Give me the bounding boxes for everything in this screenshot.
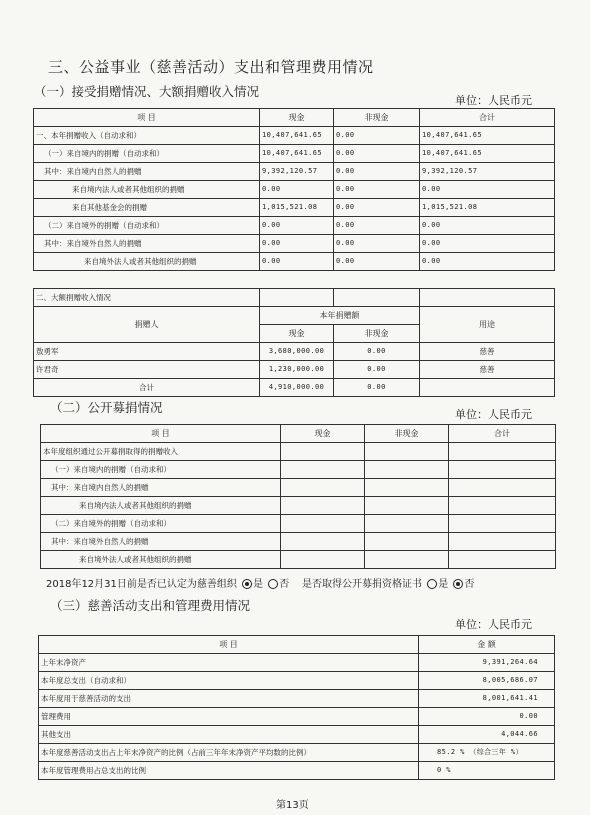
noncash-value: 0.00 bbox=[334, 343, 420, 361]
noncash-value: 0.00 bbox=[334, 127, 420, 145]
row-label: （二）来自境外的捐赠（自动求和） bbox=[34, 217, 260, 235]
row-label: 来自境内法人或者其他组织的捐赠 bbox=[41, 497, 281, 515]
cash-value: 10,407,641.65 bbox=[260, 145, 334, 163]
cash-value: 0.00 bbox=[260, 217, 334, 235]
row-label: 本年度组织通过公开募捐取得的捐赠收入 bbox=[41, 443, 281, 461]
table-row bbox=[34, 145, 555, 163]
row-label: （二）来自境外的捐赠（自动求和） bbox=[41, 515, 281, 533]
col-header-donor: 捐赠人 bbox=[34, 307, 260, 343]
donor-name: 许君奇 bbox=[34, 361, 260, 379]
public-fundraising-table bbox=[40, 424, 556, 569]
amount-value: 4,044.66 bbox=[419, 726, 555, 744]
table-row bbox=[34, 253, 555, 271]
noncash-value: 0.00 bbox=[334, 145, 420, 163]
table-row bbox=[39, 672, 555, 690]
radio-selected-icon[interactable] bbox=[242, 579, 252, 589]
table-row bbox=[39, 654, 555, 672]
col-header-cash: 现金 bbox=[260, 109, 334, 127]
cash-value: 0.00 bbox=[260, 181, 334, 199]
col-header-amount: 本年捐赠额 bbox=[260, 307, 420, 325]
total-value: 9,392,120.57 bbox=[420, 163, 555, 181]
option-no: 否 bbox=[464, 579, 475, 590]
table-row bbox=[41, 479, 556, 497]
total-value: 0.00 bbox=[420, 217, 555, 235]
row-label: 一、本年捐赠收入（自动求和） bbox=[34, 127, 260, 145]
table-row bbox=[39, 690, 555, 708]
col-header-item: 项 目 bbox=[41, 425, 281, 443]
table-header-row bbox=[34, 307, 555, 325]
cash-value: 0.00 bbox=[260, 235, 334, 253]
table-row bbox=[34, 343, 555, 361]
page-number: 第13页 bbox=[276, 800, 309, 811]
cash-value: 3,680,000.00 bbox=[260, 343, 334, 361]
col-header-total: 合计 bbox=[420, 109, 555, 127]
cash-value: 0.00 bbox=[260, 253, 334, 271]
row-label: 其他支出 bbox=[39, 726, 419, 744]
noncash-value: 0.00 bbox=[334, 235, 420, 253]
row-label: 本年度用于慈善活动的支出 bbox=[39, 690, 419, 708]
table-row bbox=[39, 708, 555, 726]
table-row bbox=[34, 199, 555, 217]
col-header-noncash: 非现金 bbox=[365, 425, 449, 443]
radio-unselected-icon[interactable] bbox=[427, 579, 437, 589]
sum-noncash: 0.00 bbox=[334, 379, 420, 397]
donor-name: 敖勇军 bbox=[34, 343, 260, 361]
table-row bbox=[34, 379, 555, 397]
large-donation-title: 二、大额捐赠收入情况 bbox=[34, 289, 260, 307]
amount-value: 8,001,641.41 bbox=[419, 690, 555, 708]
part3-unit: 单位：人民币元 bbox=[455, 618, 532, 631]
cash-value: 1,230,000.00 bbox=[260, 361, 334, 379]
col-header-noncash: 非现金 bbox=[334, 325, 420, 343]
part3-title: （三）慈善活动支出和管理费用情况 bbox=[50, 598, 251, 613]
col-header-cash: 现金 bbox=[260, 325, 334, 343]
table-row bbox=[41, 515, 556, 533]
row-label: 来自境外法人或者其他组织的捐赠 bbox=[41, 551, 281, 569]
total-value: 0.00 bbox=[420, 253, 555, 271]
cash-value: 9,392,120.57 bbox=[260, 163, 334, 181]
table-row bbox=[41, 551, 556, 569]
table-row bbox=[41, 461, 556, 479]
table-header-row bbox=[41, 425, 556, 443]
radio-selected-icon[interactable] bbox=[453, 579, 463, 589]
use-value: 慈善 bbox=[420, 361, 555, 379]
cash-value: 1,015,521.08 bbox=[260, 199, 334, 217]
table-row bbox=[34, 361, 555, 379]
table-row bbox=[41, 497, 556, 515]
table-row bbox=[39, 762, 555, 780]
option-yes: 是 bbox=[438, 579, 449, 590]
noncash-value: 0.00 bbox=[334, 361, 420, 379]
table-row bbox=[34, 181, 555, 199]
row-label: 其中：来自境外自然人的捐赠 bbox=[41, 533, 281, 551]
total-value: 0.00 bbox=[420, 235, 555, 253]
noncash-value: 0.00 bbox=[334, 163, 420, 181]
col-header-cash: 现金 bbox=[281, 425, 365, 443]
noncash-value: 0.00 bbox=[334, 217, 420, 235]
use-value: 慈善 bbox=[420, 343, 555, 361]
row-label: 管理费用 bbox=[39, 708, 419, 726]
row-label: （一）来自境内的捐赠（自动求和） bbox=[34, 145, 260, 163]
table-row bbox=[39, 726, 555, 744]
total-value: 10,407,641.65 bbox=[420, 127, 555, 145]
table-row bbox=[39, 744, 555, 762]
part2-title: （二）公开募捐情况 bbox=[50, 400, 163, 415]
table-row bbox=[34, 217, 555, 235]
cash-value: 10,407,641.65 bbox=[260, 127, 334, 145]
option-yes: 是 bbox=[253, 579, 264, 590]
amount-value: 8,005,686.07 bbox=[419, 672, 555, 690]
row-label: 本年度总支出（自动求和） bbox=[39, 672, 419, 690]
row-label: 其中：来自境内自然人的捐赠 bbox=[34, 163, 260, 181]
large-donation-table bbox=[33, 288, 555, 397]
table-row bbox=[34, 235, 555, 253]
section-title: 三、公益事业（慈善活动）支出和管理费用情况 bbox=[48, 58, 374, 76]
donation-income-table bbox=[33, 108, 555, 271]
total-value: 0.00 bbox=[420, 181, 555, 199]
row-label: 其中：来自境外自然人的捐赠 bbox=[34, 235, 260, 253]
amount-value: 0.00 bbox=[419, 708, 555, 726]
noncash-value: 0.00 bbox=[334, 199, 420, 217]
sum-label: 合计 bbox=[34, 379, 260, 397]
ratio-value: 0 % bbox=[419, 762, 555, 780]
part1-title: （一）接受捐赠情况、大额捐赠收入情况 bbox=[34, 84, 260, 99]
row-label: 来自境外法人或者其他组织的捐赠 bbox=[34, 253, 260, 271]
ratio-value: 85.2 % （综合三年 %） bbox=[419, 744, 555, 762]
noncash-value: 0.00 bbox=[334, 253, 420, 271]
radio-unselected-icon[interactable] bbox=[268, 579, 278, 589]
table-row bbox=[34, 127, 555, 145]
row-label: （一）来自境内的捐赠（自动求和） bbox=[41, 461, 281, 479]
table-row bbox=[34, 289, 555, 307]
total-value: 1,015,521.08 bbox=[420, 199, 555, 217]
question-fundraising-cert: 是否取得公开募捐资格证书 bbox=[302, 579, 422, 590]
col-header-use: 用途 bbox=[420, 307, 555, 343]
row-label: 来自其他基金会的捐赠 bbox=[34, 199, 260, 217]
expenditure-table bbox=[38, 635, 555, 780]
row-label: 其中：来自境内自然人的捐赠 bbox=[41, 479, 281, 497]
col-header-total: 合计 bbox=[449, 425, 556, 443]
row-label: 本年度管理费用占总支出的比例 bbox=[39, 762, 419, 780]
row-label: 本年度慈善活动支出占上年末净资产的比例（占前三年年末净资产平均数的比例） bbox=[39, 744, 419, 762]
noncash-value: 0.00 bbox=[334, 181, 420, 199]
table-header-row bbox=[39, 636, 555, 654]
part1-unit: 单位：人民币元 bbox=[455, 94, 532, 107]
sum-cash: 4,910,000.00 bbox=[260, 379, 334, 397]
amount-value: 9,391,264.64 bbox=[419, 654, 555, 672]
row-label: 上年末净资产 bbox=[39, 654, 419, 672]
col-header-noncash: 非现金 bbox=[334, 109, 420, 127]
option-no: 否 bbox=[279, 579, 290, 590]
total-value: 10,407,641.65 bbox=[420, 145, 555, 163]
charity-questions bbox=[46, 575, 474, 590]
table-row bbox=[41, 533, 556, 551]
table-row bbox=[34, 163, 555, 181]
col-header-amount: 金 额 bbox=[419, 636, 555, 654]
part2-unit: 单位：人民币元 bbox=[455, 408, 532, 421]
row-label: 来自境内法人或者其他组织的捐赠 bbox=[34, 181, 260, 199]
col-header-item: 项 目 bbox=[39, 636, 419, 654]
table-row bbox=[41, 443, 556, 461]
table-header-row bbox=[34, 109, 555, 127]
question-charity-org: 2018年12月31日前是否已认定为慈善组织 bbox=[46, 579, 237, 590]
col-header-item: 项 目 bbox=[34, 109, 260, 127]
